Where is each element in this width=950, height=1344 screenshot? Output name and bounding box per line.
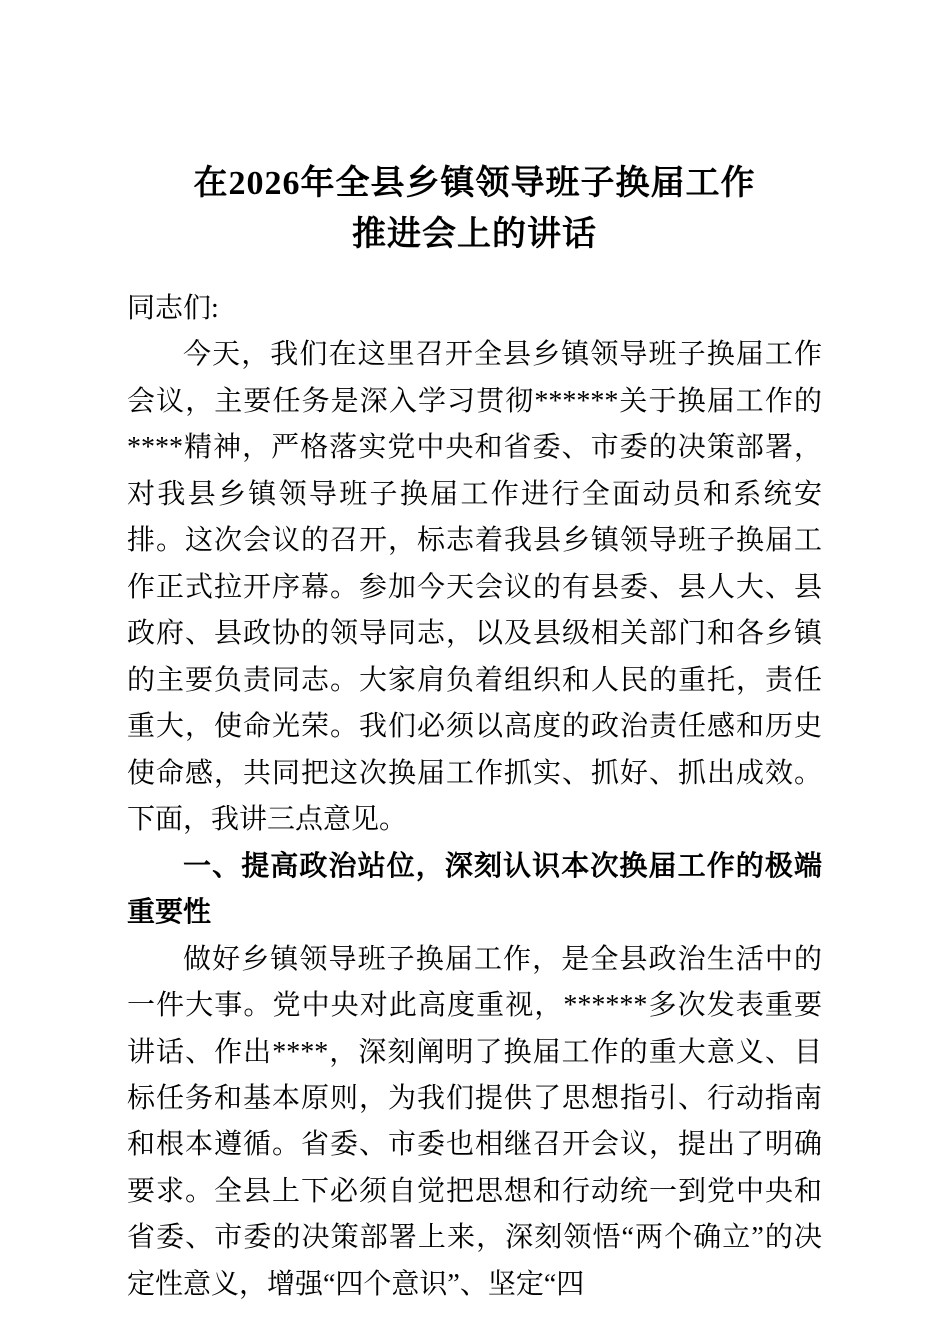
salutation: 同志们: [127, 293, 219, 324]
document-title-line-1: 在2026年全县乡镇领导班子换届工作 [193, 165, 756, 202]
section-heading-1: 一、提高政治站位，深刻认识本次换届工作的极端重要性 [127, 850, 822, 929]
document-body [127, 286, 822, 1308]
document-title [127, 158, 822, 260]
paragraph-intro: 今天，我们在这里召开全县乡镇领导班子换届工作会议，主要任务是深入学习贯彻******关于换届工作的****精神，严格落实党中央和省委、市委的决策部署，对我县乡镇领导班子换届工作进行全面动员和系统安排。这次会议的召开，标志着我县乡镇领导班子换届工作正式拉开序幕。参加今天会议的有县委、县人大、县政府、县政协的领导同志，以及县级相关部门和各乡镇的主要负责同志。大家肩负着组织和人民的重托，责任重大，使命光荣。我们必须以高度的政治责任感和历史使命感，共同把这次换届工作抓实、抓好、抓出成效。下面，我讲三点意见。 [127, 339, 822, 836]
document-title-line-2: 推进会上的讲话 [352, 216, 597, 253]
paragraph-section-1: 做好乡镇领导班子换届工作，是全县政治生活中的一件大事。党中央对此高度重视，******多次发表重要讲话、作出****，深刻阐明了换届工作的重大意义、目标任务和基本原则，为我们提供了思想指引、行动指南和根本遵循。省委、市委也相继召开会议，提出了明确要求。全县上下必须自觉把思想和行动统一到党中央和省委、市委的决策部署上来，深刻领悟“两个确立”的决定性意义，增强“四个意识”、坚定“四 [127, 943, 822, 1300]
